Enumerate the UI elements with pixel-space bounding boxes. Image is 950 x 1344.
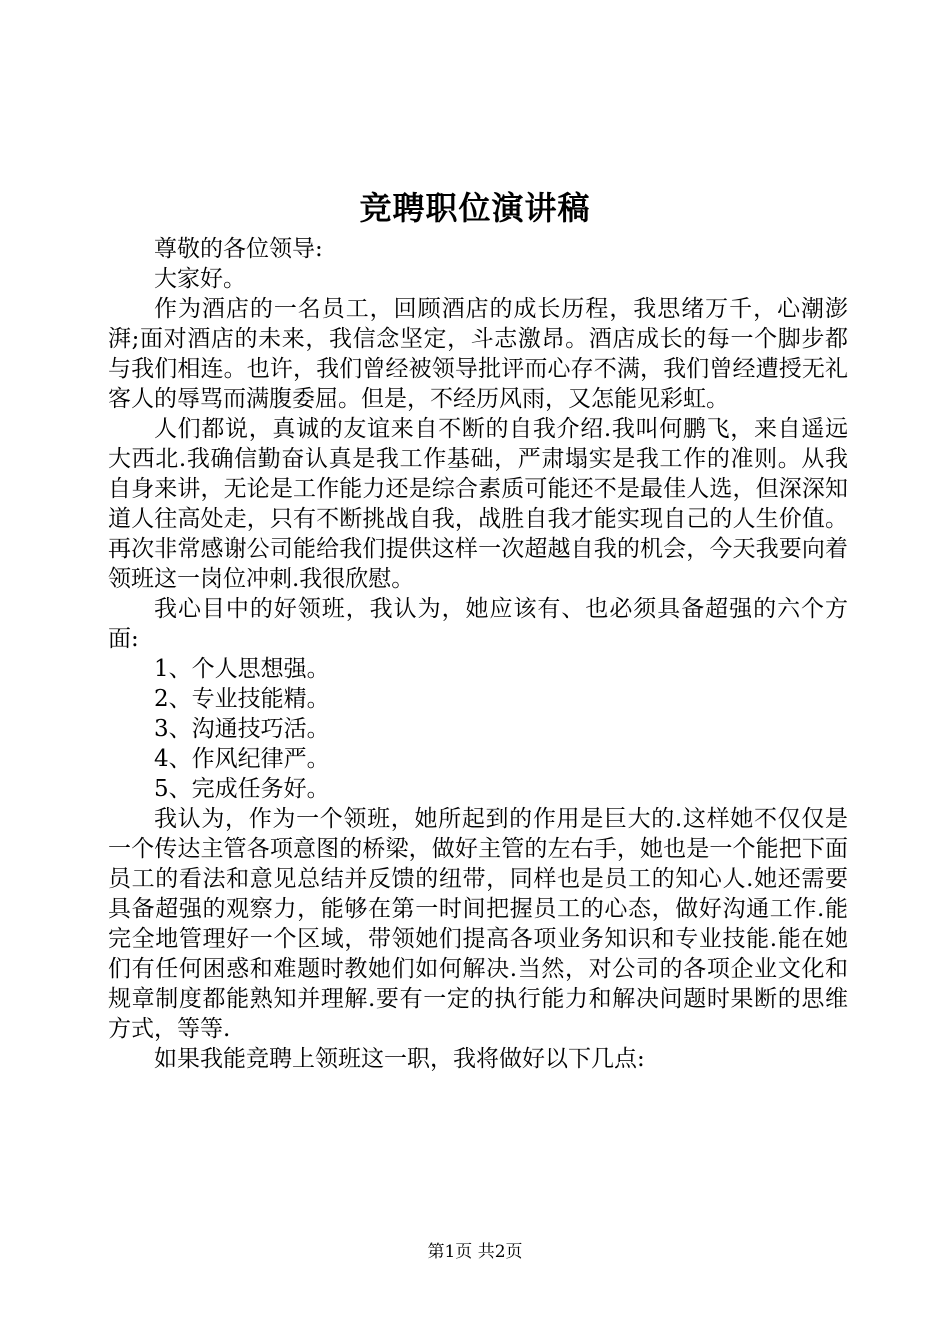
list-item: 3、沟通技巧活。 [154, 716, 330, 742]
list-item: 5、完成任务好。 [154, 776, 330, 802]
paragraph: 如果我能竞聘上领班这一职，我将做好以下几点: [154, 1046, 645, 1072]
paragraph: 人们都说，真诚的友谊来自不断的自我介绍.我叫何鹏飞，来自遥远大西北.我确信勤奋认真是我工作基础，严肃塌实是我工作的准则。从我自身来讲，无论是工作能力还是综合素质可能还不是最佳人选，但深深知道人往高处走，只有不断挑战自我，战胜自我才能实现自己的人生价值。再次非常感谢公司能给我们提供这样一次超越自我的机会，今天我要向着领班这一岗位冲刺.我很欣慰。 [108, 416, 848, 592]
list-item: 1、个人思想强。 [154, 656, 330, 682]
paragraph: 我认为，作为一个领班，她所起到的作用是巨大的.这样她不仅仅是一个传达主管各项意图的桥梁，做好主管的左右手，她也是一个能把下面员工的看法和意见总结并反馈的纽带，同样也是员工的知心人.她还需要具备超强的观察力，能够在第一时间把握员工的心态，做好沟通工作.能完全地管理好一个区域，带领她们提高各项业务知识和专业技能.能在她们有任何困惑和难题时教她们如何解决.当然，对公司的各项企业文化和规章制度都能熟知并理解.要有一定的执行能力和解决问题时果断的思维方式，等等. [108, 806, 848, 1042]
paragraph: 我心目中的好领班，我认为，她应该有、也必须具备超强的六个方面: [108, 596, 848, 652]
list-item: 4、作风纪律严。 [154, 746, 330, 772]
page-footer: 第1页 共2页 [427, 1242, 523, 1262]
greeting: 大家好。 [154, 266, 246, 292]
list-item: 2、专业技能精。 [154, 686, 330, 712]
paragraph: 作为酒店的一名员工，回顾酒店的成长历程，我思绪万千，心潮澎湃;面对酒店的未来，我信念坚定，斗志激昂。酒店成长的每一个脚步都与我们相连。也许，我们曾经被领导批评而心存不满，我们曾经遭授无礼客人的辱骂而满腹委屈。但是，不经历风雨，又怎能见彩虹。 [108, 296, 848, 412]
salutation: 尊敬的各位领导: [154, 236, 323, 262]
document-title: 竞聘职位演讲稿 [359, 189, 591, 227]
document-body [108, 234, 848, 1074]
